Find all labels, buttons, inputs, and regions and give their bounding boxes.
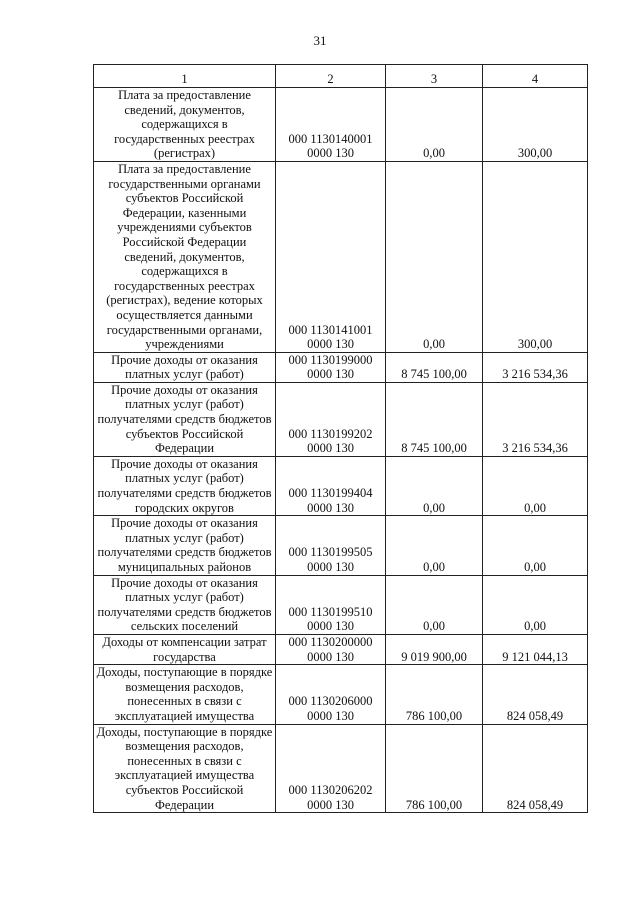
row-code: 000 1130206202 0000 130	[276, 724, 386, 813]
table-row	[94, 665, 588, 724]
row-name: Прочие доходы от оказания платных услуг (работ)	[94, 352, 276, 382]
row-code: 000 1130141001 0000 130	[276, 161, 386, 352]
row-name: Доходы, поступающие в порядке возмещения расходов, понесенных в связи с эксплуатацией имущества субъектов Российской Федерации	[94, 724, 276, 813]
table-row	[94, 634, 588, 664]
row-value-col3: 8 745 100,00	[386, 382, 483, 456]
row-value-col4: 0,00	[483, 516, 588, 575]
row-value-col3: 9 019 900,00	[386, 634, 483, 664]
row-value-col4: 824 058,49	[483, 724, 588, 813]
revenue-table	[93, 64, 588, 813]
table-header-row	[94, 65, 588, 88]
column-header-3: 3	[386, 65, 483, 88]
row-name: Плата за предоставление сведений, документов, содержащихся в государственных реестрах (регистрах)	[94, 88, 276, 162]
row-name: Доходы, поступающие в порядке возмещения расходов, понесенных в связи с эксплуатацией имущества	[94, 665, 276, 724]
row-name: Прочие доходы от оказания платных услуг (работ) получателями средств бюджетов муниципальных районов	[94, 516, 276, 575]
row-value-col3: 786 100,00	[386, 724, 483, 813]
row-value-col3: 0,00	[386, 516, 483, 575]
table-row	[94, 161, 588, 352]
column-header-1: 1	[94, 65, 276, 88]
row-code: 000 1130140001 0000 130	[276, 88, 386, 162]
row-name: Прочие доходы от оказания платных услуг (работ) получателями средств бюджетов субъектов Российской Федерации	[94, 382, 276, 456]
table-row	[94, 516, 588, 575]
table-row	[94, 88, 588, 162]
row-value-col3: 8 745 100,00	[386, 352, 483, 382]
row-value-col3: 0,00	[386, 456, 483, 515]
row-code: 000 1130199202 0000 130	[276, 382, 386, 456]
row-value-col4: 300,00	[483, 88, 588, 162]
table-row	[94, 382, 588, 456]
row-value-col4: 300,00	[483, 161, 588, 352]
row-code: 000 1130200000 0000 130	[276, 634, 386, 664]
row-name: Прочие доходы от оказания платных услуг (работ) получателями средств бюджетов городских округов	[94, 456, 276, 515]
table-row	[94, 352, 588, 382]
row-value-col3: 0,00	[386, 575, 483, 634]
row-value-col3: 0,00	[386, 88, 483, 162]
row-name: Плата за предоставление государственными органами субъектов Российской Федерации, казенными учреждениями субъектов Российской Федерации сведений, документов, содержащихся в государственных реестрах (регистрах), ведение которых осуществляется данными государственными органами, учреждениями	[94, 161, 276, 352]
table-row	[94, 456, 588, 515]
row-code: 000 1130206000 0000 130	[276, 665, 386, 724]
row-code: 000 1130199505 0000 130	[276, 516, 386, 575]
row-value-col4: 3 216 534,36	[483, 382, 588, 456]
row-code: 000 1130199510 0000 130	[276, 575, 386, 634]
row-name: Прочие доходы от оказания платных услуг (работ) получателями средств бюджетов сельских поселений	[94, 575, 276, 634]
table-row	[94, 724, 588, 813]
row-name: Доходы от компенсации затрат государства	[94, 634, 276, 664]
table-row	[94, 575, 588, 634]
row-value-col3: 786 100,00	[386, 665, 483, 724]
row-value-col4: 0,00	[483, 456, 588, 515]
row-value-col4: 824 058,49	[483, 665, 588, 724]
row-code: 000 1130199404 0000 130	[276, 456, 386, 515]
column-header-4: 4	[483, 65, 588, 88]
page-number: 31	[313, 33, 327, 48]
column-header-2: 2	[276, 65, 386, 88]
row-code: 000 1130199000 0000 130	[276, 352, 386, 382]
row-value-col4: 0,00	[483, 575, 588, 634]
row-value-col4: 3 216 534,36	[483, 352, 588, 382]
row-value-col4: 9 121 044,13	[483, 634, 588, 664]
row-value-col3: 0,00	[386, 161, 483, 352]
